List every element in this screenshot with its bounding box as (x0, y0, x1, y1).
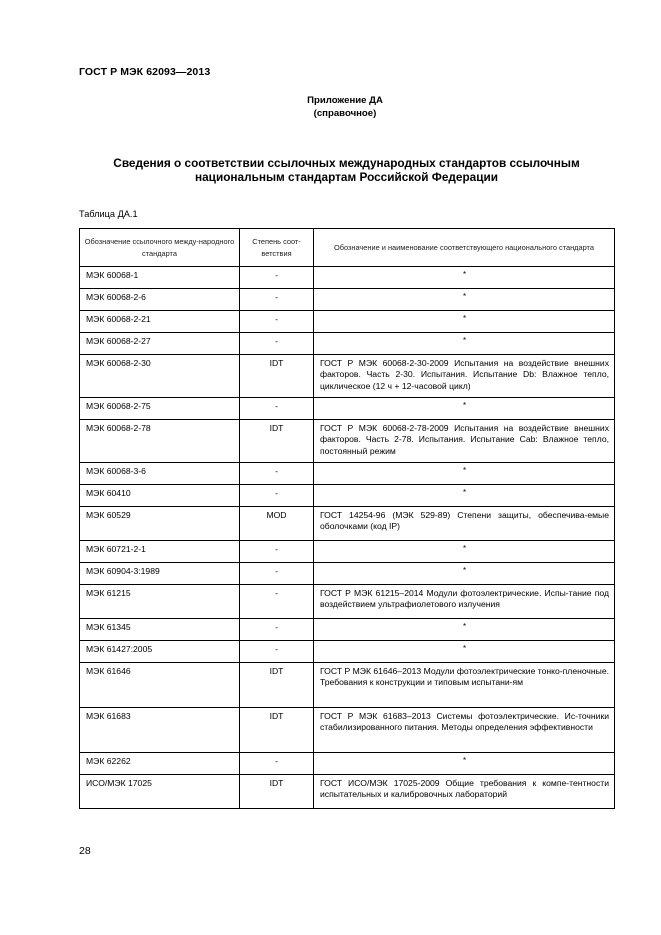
correspondence-degree: IDT (240, 708, 314, 753)
national-standard-name: * (314, 267, 615, 289)
table-row (80, 585, 615, 619)
international-standard-code: МЭК 60904-3:1989 (80, 563, 240, 585)
table-row (80, 507, 615, 541)
table-row (80, 398, 615, 420)
table-row (80, 641, 615, 663)
correspondence-table (79, 228, 615, 809)
table-row (80, 355, 615, 398)
international-standard-code: МЭК 60068-1 (80, 267, 240, 289)
correspondence-degree: - (240, 641, 314, 663)
page-number: 28 (79, 845, 91, 857)
national-standard-name: ГОСТ Р МЭК 61215–2014 Модули фотоэлектрические. Испы-тание под воздействием ультрафиолетового излучения (314, 585, 615, 619)
correspondence-degree: - (240, 753, 314, 775)
section-title-line: Сведения о соответствии ссылочных международных стандартов ссылочным (113, 156, 580, 170)
national-standard-name: ГОСТ Р МЭК 60068-2-30-2009 Испытания на воздействие внешних факторов. Часть 2-30. Испытания. Испытание Db: Влажное тепло, циклическое (12 ч + 12-часовой цикл) (314, 355, 615, 398)
international-standard-code: МЭК 60068-2-27 (80, 333, 240, 355)
national-standard-name: * (314, 289, 615, 311)
header-national-standard: Обозначение и наименование соответствующего национального стандарта (314, 229, 615, 267)
header-international-standard: Обозначение ссылочного между-народного стандарта (80, 229, 240, 267)
international-standard-code: МЭК 60068-2-21 (80, 311, 240, 333)
national-standard-name: * (314, 541, 615, 563)
table-row (80, 311, 615, 333)
correspondence-degree: - (240, 585, 314, 619)
international-standard-code: МЭК 60410 (80, 485, 240, 507)
national-standard-name: * (314, 463, 615, 485)
national-standard-name: * (314, 753, 615, 775)
appendix-subtitle: (справочное) (313, 108, 377, 119)
table-row (80, 289, 615, 311)
correspondence-degree: - (240, 267, 314, 289)
table-row (80, 267, 615, 289)
international-standard-code: МЭК 61215 (80, 585, 240, 619)
correspondence-degree: - (240, 463, 314, 485)
table-row (80, 619, 615, 641)
national-standard-name: * (314, 333, 615, 355)
correspondence-degree: - (240, 333, 314, 355)
international-standard-code: МЭК 61683 (80, 708, 240, 753)
international-standard-code: ИСО/МЭК 17025 (80, 775, 240, 809)
table-row (80, 775, 615, 809)
correspondence-degree: - (240, 311, 314, 333)
international-standard-code: МЭК 60529 (80, 507, 240, 541)
correspondence-degree: MOD (240, 507, 314, 541)
table-row (80, 753, 615, 775)
table-row (80, 420, 615, 463)
correspondence-degree: IDT (240, 355, 314, 398)
international-standard-code: МЭК 61427:2005 (80, 641, 240, 663)
national-standard-name: ГОСТ Р МЭК 60068-2-78-2009 Испытания на воздействие внешних факторов. Часть 2-78. Испытания. Испытание Cab: Влажное тепло, постоянный режим (314, 420, 615, 463)
correspondence-degree: IDT (240, 775, 314, 809)
table-row (80, 541, 615, 563)
national-standard-name: ГОСТ ИСО/МЭК 17025-2009 Общие требования к компе-тентности испытательных и калибровочных лабораторий (314, 775, 615, 809)
international-standard-code: МЭК 60068-2-78 (80, 420, 240, 463)
table-row (80, 463, 615, 485)
table-caption: Таблица ДА.1 (79, 209, 138, 219)
document-header: ГОСТ Р МЭК 62093—2013 (79, 66, 211, 78)
table-row (80, 563, 615, 585)
correspondence-degree: - (240, 619, 314, 641)
national-standard-name: * (314, 485, 615, 507)
national-standard-name: ГОСТ Р МЭК 61683–2013 Системы фотоэлектрические. Ис-точники стабилизированного питания. Методы определения эффективности (314, 708, 615, 753)
table-row (80, 663, 615, 708)
national-standard-name: * (314, 311, 615, 333)
correspondence-degree: - (240, 485, 314, 507)
national-standard-name: * (314, 619, 615, 641)
national-standard-name: ГОСТ Р МЭК 61646–2013 Модули фотоэлектрические тонко-пленочные. Требования к конструкции и типовым испытани-ям (314, 663, 615, 708)
table-row (80, 485, 615, 507)
international-standard-code: МЭК 60068-2-75 (80, 398, 240, 420)
correspondence-degree: - (240, 563, 314, 585)
appendix-heading (0, 94, 661, 120)
correspondence-degree: IDT (240, 420, 314, 463)
international-standard-code: МЭК 60068-2-6 (80, 289, 240, 311)
correspondence-degree: IDT (240, 663, 314, 708)
national-standard-name: * (314, 563, 615, 585)
table-header-row (80, 229, 615, 267)
table-row (80, 708, 615, 753)
national-standard-name: ГОСТ 14254-96 (МЭК 529-89) Степени защиты, обеспечива-емые оболочками (код IP) (314, 507, 615, 541)
section-title (79, 156, 614, 184)
international-standard-code: МЭК 62262 (80, 753, 240, 775)
appendix-title: Приложение ДА (307, 95, 383, 106)
international-standard-code: МЭК 60068-2-30 (80, 355, 240, 398)
international-standard-code: МЭК 61345 (80, 619, 240, 641)
international-standard-code: МЭК 60068-3-6 (80, 463, 240, 485)
correspondence-degree: - (240, 398, 314, 420)
correspondence-degree: - (240, 541, 314, 563)
table-body (80, 267, 615, 809)
national-standard-name: * (314, 398, 615, 420)
correspondence-degree: - (240, 289, 314, 311)
international-standard-code: МЭК 60721-2-1 (80, 541, 240, 563)
header-degree: Степень соот-ветствия (240, 229, 314, 267)
national-standard-name: * (314, 641, 615, 663)
section-title-line: национальным стандартам Российской Федерации (195, 170, 498, 184)
international-standard-code: МЭК 61646 (80, 663, 240, 708)
table-row (80, 333, 615, 355)
